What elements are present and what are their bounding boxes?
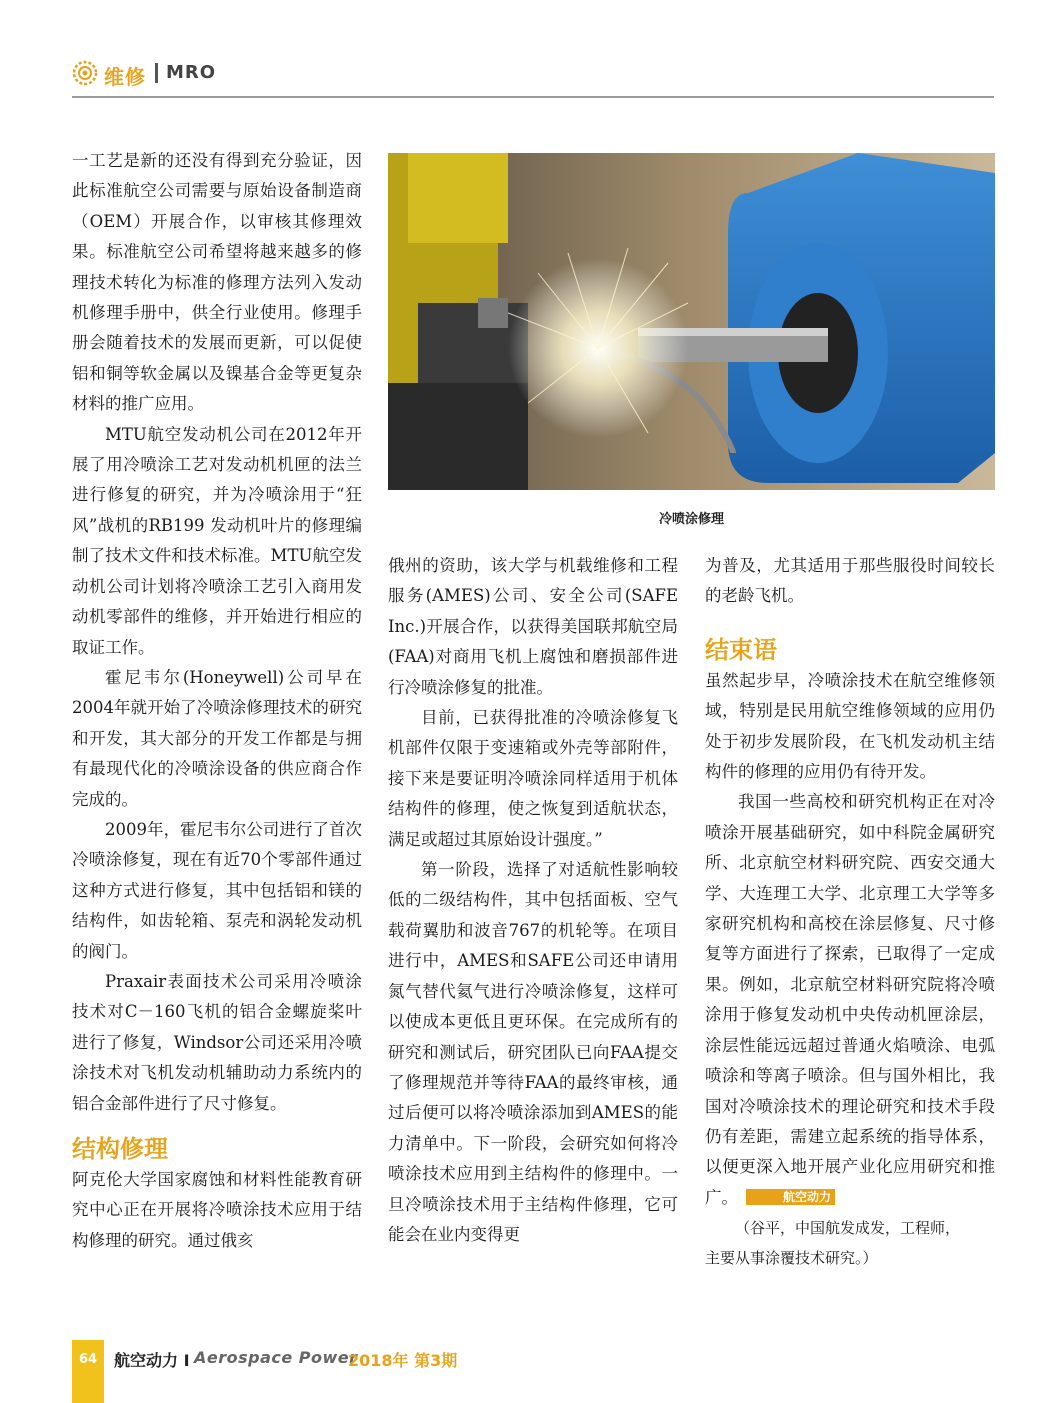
paragraph: 第一阶段，选择了对适航性影响较低的二级结构件，其中包括面板、空气载荷翼肋和波音767的机轮等。在项目进行中，AMES和SAFE公司还申请用氮气替代氦气进行冷喷涂修复，这样可以使成本更低且更环保。在完成所有的研究和测试后，研究团队已向FAA提交了修理规范并等待FAA的最终审核，通过后便可以将冷喷涂添加到AMES的能力清单中。下一阶段，会研究如何将冷喷涂技术应用到主结构件的修理中。一旦冷喷涂技术用于主结构件修理，它可能会在业内变得更 [388,860,678,1244]
end-mark-badge: 航空动力 [746,1189,835,1205]
paragraph: 俄州的资助，该大学与机载维修和工程服务(AMES)公司、安全公司(SAFE Inc.)开展合作，以获得美国联邦航空局(FAA)对商用飞机上腐蚀和磨损部件进行冷喷涂修复的批准。 [388,556,678,697]
paragraph: Praxair表面技术公司采用冷喷涂技术对C－160飞机的铝合金螺旋桨叶进行了修复，Windsor公司还采用冷喷涂技术对飞机发动机辅助动力系统内的铝合金部件进行了尺寸修复。 [72,971,362,1113]
paragraph-with-end-tag [705,787,995,1213]
section-heading: 结束语 [705,635,777,664]
paragraph: 为普及，尤其适用于那些服役时间较长的老龄飞机。 [705,556,995,606]
author-note: 主要从事涂覆技术研究。） [705,1249,878,1268]
sun-gear-icon [72,60,98,86]
paragraph: 一工艺是新的还没有得到充分验证，因此标准航空公司需要与原始设备制造商（OEM）开展合作，以审核其修理效果。标准航空公司希望将越来越多的修理技术转化为标准的修理方法列入发动机修理手册中，供全行业使用。修理手册会随着技术的发展而更新，可以促使铝和铜等软金属以及镍基合金等更复杂材料的推广应用。 [72,151,362,414]
section-subtitle: MRO [166,62,217,83]
paragraph: 虽然起步早，冷喷涂技术在航空维修领域，特别是民用航空维修领域的应用仍处于初步发展阶段，在飞机发动机主结构件的修理的应用仍有待开发。 [705,670,995,782]
column-1 [72,146,362,1256]
paragraph: 目前，已获得批准的冷喷涂修复飞机部件仅限于变速箱或外壳等部附件，接下来是要证明冷喷涂同样适用于机体结构件的修理，使之恢复到适航状态，满足或超过其原始设计强度。” [388,708,678,849]
figure-caption: 冷喷涂修理 [658,512,724,527]
issue-label: 2018年 第3期 [348,1351,458,1370]
paragraph: MTU航空发动机公司在2012年开展了用冷喷涂工艺对发动机机匣的法兰进行修复的研究，并为冷喷涂用于“狂风”战机的RB199 发动机叶片的修理编制了技术文件和技术标准。MTU航空发动机公司计划将冷喷涂工艺引入商用发动机零部件的维修，并开始进行相应的取证工作。 [72,424,362,657]
magazine-name-en: Aerospace Power [194,1348,358,1367]
column-2 [388,551,678,1250]
page-number: 64 [78,1352,98,1367]
cold-spray-photo [388,153,995,490]
magazine-name: 航空动力 I [114,1351,190,1370]
header-divider [155,63,158,83]
author-note: （谷平，中国航发成发，工程师， [735,1219,961,1238]
section-heading: 结构修理 [72,1135,168,1163]
page-number-tab [72,1340,104,1403]
section-title: 维修 [104,65,146,89]
paragraph: 霍尼韦尔(Honeywell)公司早在2004年就开始了冷喷涂修理技术的研究和开发，其大部分的开发工作都是与拥有最现代化的冷喷涂设备的供应商合作完成的。 [72,667,362,809]
paragraph: 2009年，霍尼韦尔公司进行了首次冷喷涂修复，现在有近70个零部件通过这种方式进行修复，其中包括铝和镁的结构件，如齿轮箱、泵壳和涡轮发动机的阀门。 [72,819,362,961]
column-3 [705,551,995,1273]
paragraph: 我国一些高校和研究机构正在对冷喷涂开展基础研究，如中科院金属研究所、北京航空材料研究院、西安交通大学、大连理工大学、北京理工大学等多家研究机构和高校在涂层修复、尺寸修复等方面进行了探索，已取得了一定成果。例如，北京航空材料研究院将冷喷涂用于修复发动机中央传动机匣涂层，涂层性能远远超过普通火焰喷涂、电弧喷涂和等离子喷涂。但与国外相比，我国对冷喷涂技术的理论研究和技术手段仍有差距，需建立起系统的指导体系，以便更深入地开展产业化应用研究和推广。 [705,792,995,1207]
paragraph: 阿克伦大学国家腐蚀和材料性能教育研究中心正在开展将冷喷涂技术应用于结构修理的研究。通过俄亥 [72,1170,362,1250]
header-rule [72,96,994,98]
